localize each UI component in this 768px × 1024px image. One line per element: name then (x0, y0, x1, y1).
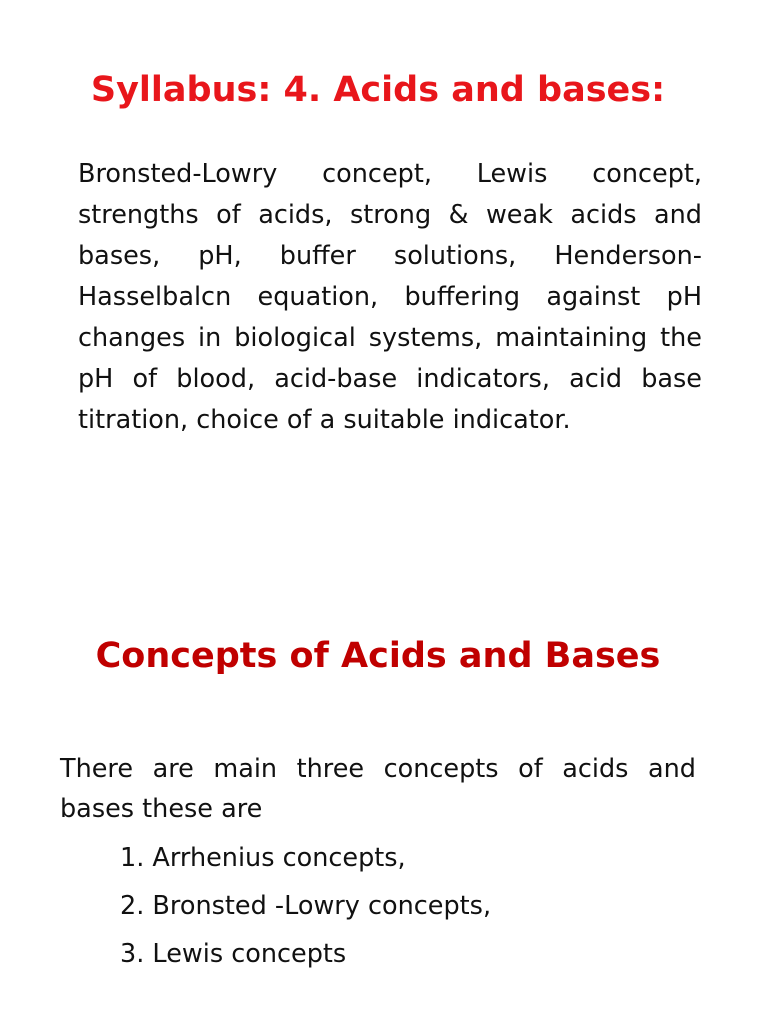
list-item: 1. Arrhenius concepts, (120, 843, 406, 873)
list-item: 3. Lewis concepts (120, 939, 347, 969)
syllabus-body-text: Bronsted-Lowry concept, Lewis concept, strengths of acids, strong & weak acids and bases, pH, buffer solutions, Henderson-Hasselbalcn equation, buffering against pH changes in biological systems, maintaining the pH of blood, acid-base indicators, acid base titration, choice of a suitable indicator. (78, 159, 702, 435)
concept-list (120, 836, 491, 980)
concepts-intro-text: There are main three concepts of acids and bases these are (60, 754, 696, 824)
syllabus-title: Syllabus: 4. Acids and bases: (90, 70, 666, 110)
list-item: 2. Bronsted -Lowry concepts, (120, 891, 492, 921)
concepts-title: Concepts of Acids and Bases (95, 636, 661, 676)
